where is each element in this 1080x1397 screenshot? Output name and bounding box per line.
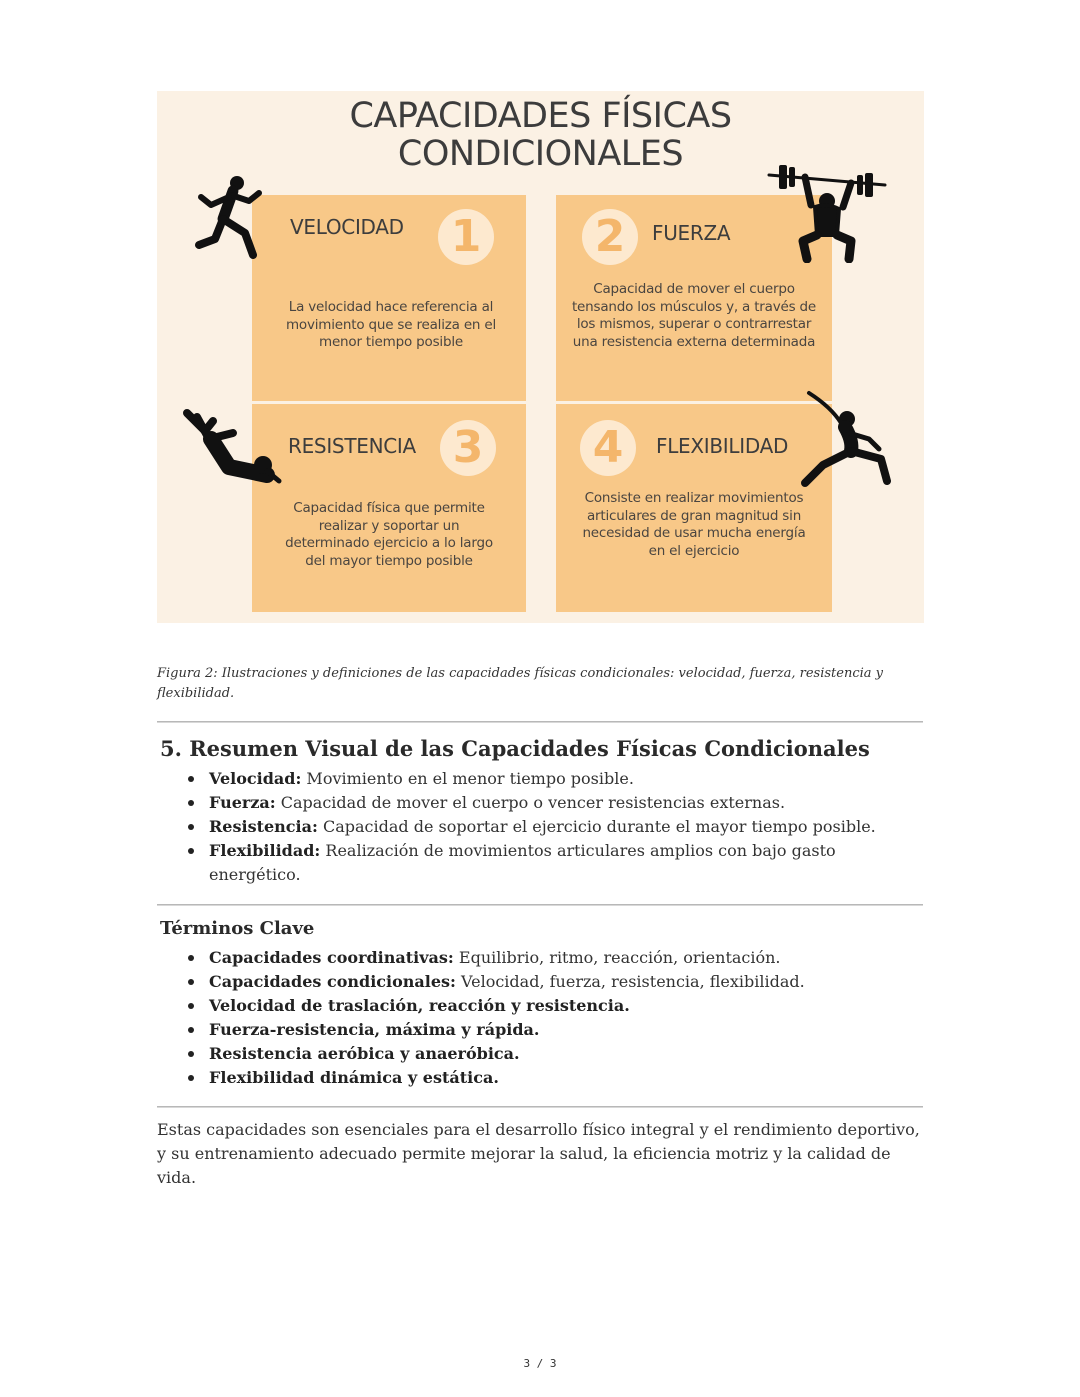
list-item-term: Capacidades condicionales: — [209, 972, 456, 991]
runner-icon — [193, 171, 269, 265]
panel-fuerza-desc: Capacidad de mover el cuerpo tensando los músculos y, a través de los mismos, superar o contrarrestar una resistencia externa determinada — [571, 281, 817, 350]
summary-list — [209, 767, 909, 887]
list-item-term: Capacidades coordinativas: — [209, 948, 454, 967]
list-item-text: Velocidad, fuerza, resistencia, flexibilidad. — [455, 972, 805, 991]
list-item — [209, 791, 909, 815]
list-item — [209, 970, 909, 994]
infographic-image — [157, 91, 924, 623]
list-item-text: Equilibrio, ritmo, reacción, orientación. — [453, 948, 781, 967]
list-item — [209, 1018, 909, 1042]
list-item-text: Capacidad de soportar el ejercicio durante el mayor tiempo posible. — [317, 817, 876, 836]
panel-resistencia-name: RESISTENCIA — [288, 434, 416, 458]
panel-fuerza-number: 2 — [582, 209, 638, 265]
crunch-icon — [183, 409, 283, 489]
divider — [157, 1106, 923, 1108]
panel-resistencia-desc: Capacidad física que permite realizar y soportar un determinado ejercicio a lo largo del mayor tiempo posible — [285, 500, 493, 569]
weightlifter-icon — [765, 159, 889, 263]
key-terms-list — [209, 946, 909, 1090]
figure-caption: Figura 2: Ilustraciones y definiciones de las capacidades físicas condicionales: velocidad, fuerza, resistencia y flexibilidad. — [157, 666, 883, 701]
list-item-term: Flexibilidad dinámica y estática. — [209, 1068, 499, 1087]
panel-fuerza-name: FUERZA — [652, 221, 731, 245]
panel-flexibilidad-desc: Consiste en realizar movimientos articulares de gran magnitud sin necesidad de usar mucha energía en el ejercicio — [582, 490, 806, 559]
panel-velocidad — [252, 195, 526, 401]
infographic-title-line2: CONDICIONALES — [397, 134, 684, 174]
divider — [157, 721, 923, 723]
panel-velocidad-number: 1 — [438, 209, 494, 265]
section-title: 5. Resumen Visual de las Capacidades Físicas Condicionales — [160, 736, 870, 761]
list-item — [209, 767, 909, 791]
panel-flexibilidad-number: 4 — [580, 420, 636, 476]
key-terms-title: Términos Clave — [160, 918, 315, 939]
panel-velocidad-name: VELOCIDAD — [290, 215, 404, 239]
panel-resistencia — [252, 404, 526, 612]
list-item-term: Resistencia: — [209, 817, 318, 836]
panel-flexibilidad-name: FLEXIBILIDAD — [656, 434, 789, 458]
stretch-icon — [801, 389, 897, 489]
list-item-term: Flexibilidad: — [209, 841, 321, 860]
divider — [157, 904, 923, 906]
panel-velocidad-desc: La velocidad hace referencia al movimiento que se realiza en el menor tiempo posible — [285, 299, 497, 350]
page-number: 3 / 3 — [523, 1357, 557, 1370]
list-item-text: Capacidad de mover el cuerpo o vencer resistencias externas. — [275, 793, 786, 812]
closing-paragraph: Estas capacidades son esenciales para el desarrollo físico integral y el rendimiento deportivo, y su entrenamiento adecuado permite mejorar la salud, la eficiencia motriz y la calidad de vida. — [157, 1120, 920, 1187]
list-item-term: Fuerza: — [209, 793, 276, 812]
panel-flexibilidad — [556, 404, 832, 612]
list-item — [209, 994, 909, 1018]
list-item-term: Fuerza-resistencia, máxima y rápida. — [209, 1020, 540, 1039]
infographic-title-line1: CAPACIDADES FÍSICAS — [349, 96, 732, 136]
panel-resistencia-number: 3 — [440, 420, 496, 476]
list-item-term: Resistencia aeróbica y anaeróbica. — [209, 1044, 520, 1063]
list-item — [209, 839, 909, 887]
list-item-text: Realización de movimientos articulares amplios con bajo gasto energético. — [209, 841, 836, 884]
list-item — [209, 1066, 909, 1090]
list-item — [209, 1042, 909, 1066]
list-item-text: Movimiento en el menor tiempo posible. — [301, 769, 634, 788]
list-item — [209, 815, 909, 839]
list-item-term: Velocidad de traslación, reacción y resistencia. — [209, 996, 630, 1015]
list-item — [209, 946, 909, 970]
list-item-term: Velocidad: — [209, 769, 302, 788]
